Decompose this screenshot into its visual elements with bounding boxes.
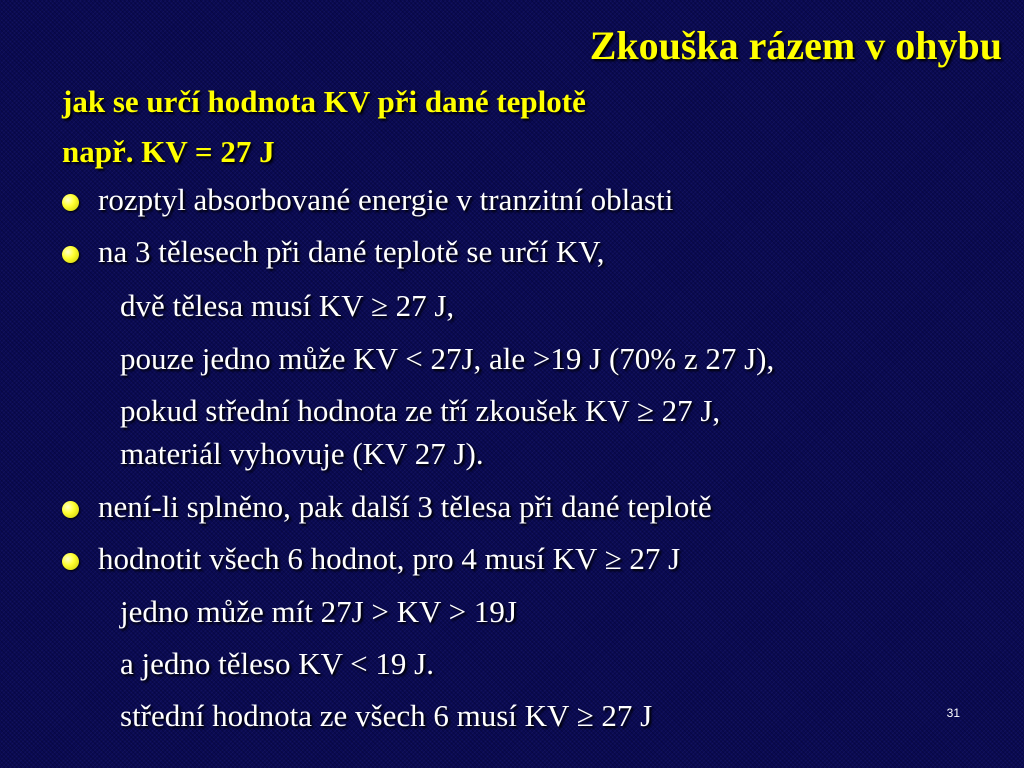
bullet-dot-icon [62,553,79,570]
bullet-dot-icon [62,194,79,211]
subtitle-line-2: např. KV = 27 J [62,134,275,169]
bullet-item: není-li splněno, pak další 3 tělesa při dané teplotě [98,489,712,524]
slide-title: Zkouška rázem v ohybu [589,23,1002,68]
sub-item: dvě tělesa musí KV ≥ 27 J, [120,288,455,323]
sub-item: jedno může mít 27J > KV > 19J [120,594,517,629]
sub-item: materiál vyhovuje (KV 27 J). [120,436,484,471]
sub-item: a jedno těleso KV < 19 J. [120,646,434,681]
bullet-dot-icon [62,501,79,518]
bullet-item: rozptyl absorbované energie v tranzitní oblasti [98,182,674,217]
sub-item: pouze jedno může KV < 27J, ale >19 J (70% z 27 J), [120,341,775,376]
bullet-dot-icon [62,246,79,263]
bullet-item: hodnotit všech 6 hodnot, pro 4 musí KV ≥ 27 J [98,541,681,576]
sub-item: pokud střední hodnota ze tří zkoušek KV ≥ 27 J, [120,393,721,428]
sub-item: střední hodnota ze všech 6 musí KV ≥ 27 J [120,698,653,733]
subtitle-line-1: jak se určí hodnota KV při dané teplotě [62,84,586,119]
page-number: 31 [946,706,960,720]
bullet-item: na 3 tělesech při dané teplotě se určí KV, [98,234,605,269]
